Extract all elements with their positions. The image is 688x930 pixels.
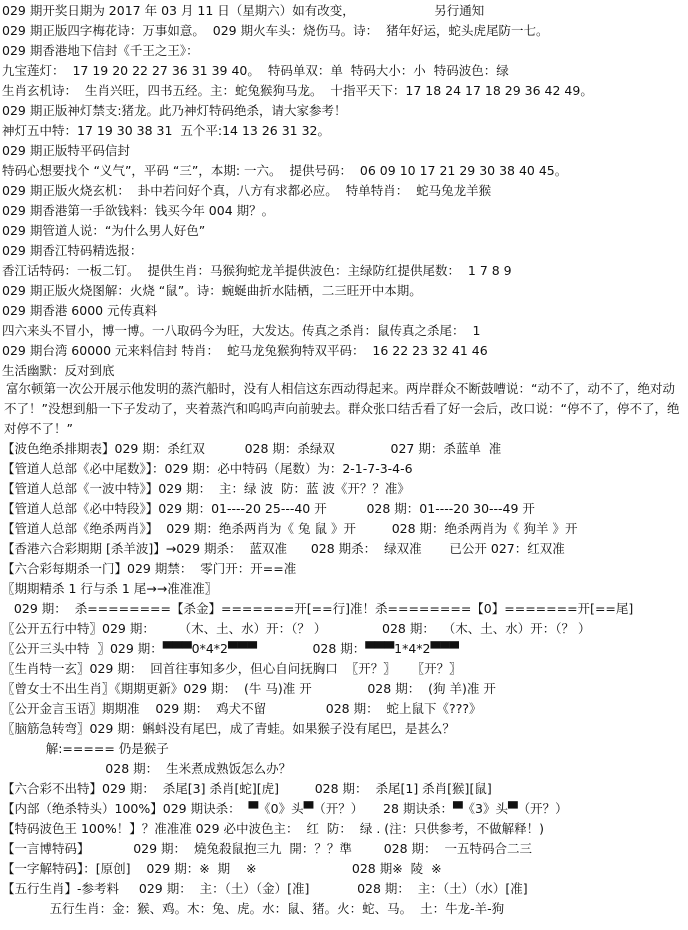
text-line: 029 期香江特码精选报： (2, 243, 143, 258)
text-line: 【波色绝杀排期表】029 期：杀红双 028 期：杀绿双 027 期：杀蓝单 准 (2, 441, 502, 456)
text-line: 香江话特码：一板二钉。 提供生肖：马猴狗蛇龙羊提供波色：主绿防红提供尾数： 1 7 8 9 (2, 263, 512, 278)
text-line: 029 期正版火烧图解：火烧 “鼠”。诗：蜿蜒曲折水陆栖，二三旺开中本期。 (2, 283, 422, 298)
text-line: 四六来头不冒小，博一博。一八取码今为旺，大发达。传真之杀肖：鼠传真之杀尾： 1 (2, 323, 481, 338)
text-line: 【管道人总部《必中尾数》】：029 期：必中特码（尾数）为：2-1-7-3-4-6 (2, 461, 413, 476)
text-line: 【管道人总部《必中特段》】029 期：01----20 25---40 开 028 期：01----20 30---49 开 (2, 501, 535, 516)
text-line: 生活幽默：反对到底 (2, 363, 115, 378)
text-line: 【六合彩不出特】029 期： 杀尾[3] 杀肖[蛇][虎] 028 期： 杀尾[1] 杀肖[猴][鼠] (2, 781, 492, 796)
text-line: 029 期正版特平码信封 (2, 143, 130, 158)
text-line: 029 期正版四字梅花诗：万事如意。 029 期火车头：烧伤马。诗： 猪年好运，蛇头虎尾防一七。 (2, 23, 549, 38)
text-line: 【内部（绝杀特头）100%】029 期诀杀： ▀《0》头▀（开？） 28 期诀杀：▀《3》头▀（开？） (2, 801, 568, 816)
text-line: 【管道人总部《一波中特》】029 期： 主：绿 波 防：蓝 波《开？？准》 (2, 481, 410, 496)
humor-paragraph: 富尔顿第一次公开展示他发明的蒸汽船时，没有人相信这东西动得起来。两岸群众不断鼓嘈说：“动不了，动不了，绝对动不了！”没想到船一下子发动了，夹着蒸汽和呜呜声向前驶去。群众张口结舌看了好一会后，改口说：“停不了，停不了，绝对停不了！” (4, 381, 680, 436)
text-line: 生肖玄机诗： 生肖兴旺，四书五经。主：蛇兔猴狗马龙。 十指平天下：17 18 24 17 18 29 36 42 49。 (2, 83, 593, 98)
text-line: 〖公开五行中特〗029 期： （木、土、水）开：（？ ） 028 期： （木、土、水）开：（？ ） (2, 621, 591, 636)
text-line: 〖公开金言玉语〗期期准 029 期： 鸡犬不留 028 期： 蛇上鼠下《???》 (2, 701, 482, 716)
text-line: 〖脑筋急转弯〗029 期：蝌蚪没有尾巴，成了青蛙。如果猴子没有尾巴，是甚么？ (2, 721, 455, 736)
text-line: 【特码波色王 100%！】？准准准 029 必中波色主： 红 防： 绿 . (注：只供参考，不做解释！) (2, 821, 545, 836)
text-line: 029 期管道人说：“为什么男人好色” (2, 223, 206, 238)
text-line: 029 期香港 6000 元传真料 (2, 303, 158, 318)
text-line: 【一言博特码】 029 期： 燒兔殺鼠抱三九 開：？？準 028 期： 一五特码合二三 (2, 841, 533, 856)
text-line: 【管道人总部《绝杀两肖》】 029 期：绝杀两肖为《 兔 鼠 》开 028 期：绝杀两肖为《 狗羊 》开 (2, 521, 578, 536)
text-line: 029 期台湾 60000 元来料信封 特肖： 蛇马龙兔猴狗特双平码： 16 22 23 32 41 46 (2, 343, 488, 358)
text-line: 029 期正版神灯禁支:猪龙。此乃神灯特码绝杀，请大家参考！ (2, 103, 347, 118)
text-line: 九宝莲灯： 17 19 20 22 27 36 31 39 40。 特码单双：单 特码大小：小 特码波色：绿 (2, 63, 509, 78)
text-line: 解:===== 仍是猴子 (2, 741, 169, 756)
text-line: 〖曾女士不出生肖〗《期期更新》029 期： (牛 马)准 开 028 期： (狗 羊)准 开 (2, 681, 496, 696)
text-line: 〖生肖特一玄〗029 期： 回首往事知多少，但心自问抚胸口 〖开？〗 〖开？〗 (2, 661, 462, 676)
text-line: 029 期香港地下信封《千王之王》： (2, 43, 199, 58)
text-line: 029 期正版火烧玄机： 卦中若问好个真，八方有求都必应。 特单特肖： 蛇马兔龙羊猴 (2, 183, 492, 198)
text-line: 神灯五中特：17 19 30 38 31 五个平:14 13 26 31 32。 (2, 123, 331, 138)
text-line: 【六合彩每期杀一门】029 期禁： 零门开：开==准 (2, 561, 297, 576)
text-line: 五行生肖：金：猴、鸡。木：兔、虎。水：鼠、猪。火：蛇、马。 土：牛龙-羊-狗 (2, 901, 505, 916)
text-line: 〖期期精杀 1 行与杀 1 尾→→准准准〗 (2, 581, 218, 596)
text-line: 【一字解特码】：[原创] 029 期：※ 期 ※ 028 期※ 陵 ※ (2, 861, 442, 876)
text-line: 【五行生肖】-参考料 029 期： 主：（土）（金）[准] 028 期： 主：（土）（水）[准] (2, 881, 528, 896)
text-line: 028 期： 生米煮成熟饭怎么办？ (2, 761, 292, 776)
text-line: 〖公开三头中特 〗029 期：▀▀▀0*4*2▀▀▀ 028 期：▀▀▀1*4*2▀▀▀ (2, 641, 460, 656)
text-line: 特码心想要找个 “义气”，平码 “三”，本期: 一六。 提供号码： 06 09 10 17 21 29 30 38 40 45。 (2, 163, 568, 178)
text-line: 【香港六合彩期期 [杀羊波]】→029 期杀： 蓝双准 028 期杀： 绿双准 已公开 027：红双准 (2, 541, 565, 556)
text-line: 029 期开奖日期为 2017 年 03 月 11 日（星期六）如有改变， 另行通知 (2, 3, 485, 18)
text-line: 029 期香港第一手欲钱料：钱买今年 004 期？。 (2, 203, 275, 218)
text-line: 029 期： 杀========【杀金】=======开[==行]准！杀========【0】=======开[==尾] (2, 601, 634, 616)
